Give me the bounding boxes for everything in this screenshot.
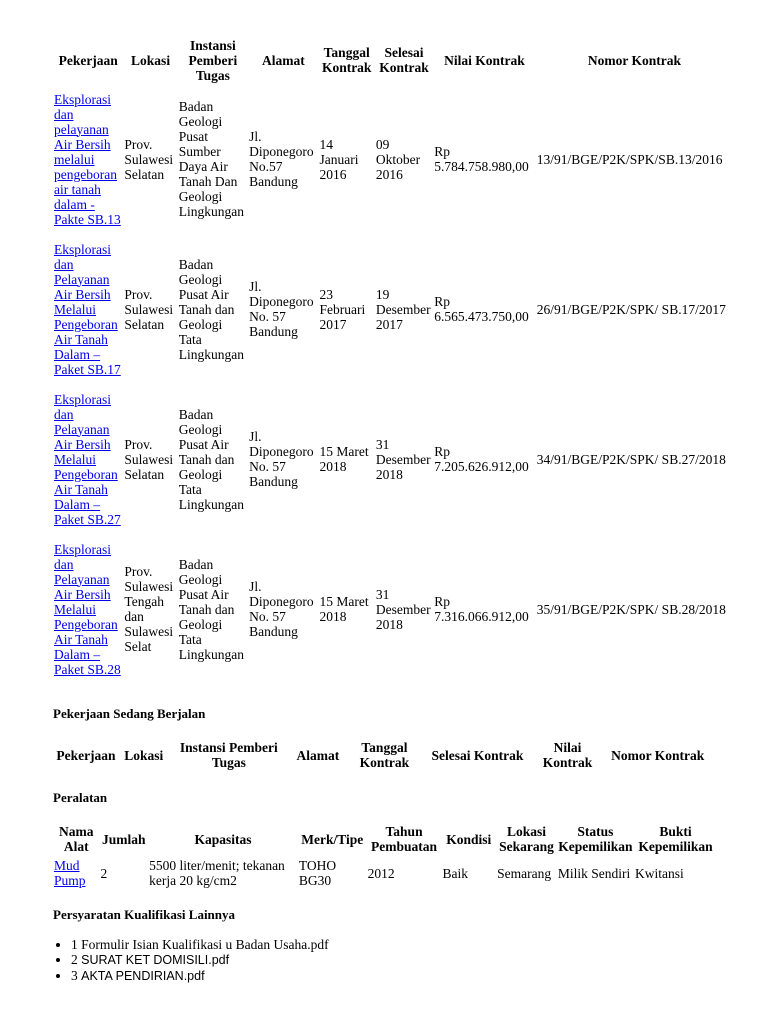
col-header: Pekerjaan [58, 52, 118, 68]
merk-cell: TOHO BG30 [298, 858, 337, 888]
nomor-cell: 34/91/BGE/P2K/SPK/ SB.27/2018 [536, 451, 726, 467]
tanggal-cell: 14 Januari 2016 [319, 136, 359, 182]
nilai-cell: Rp 7.316.066.912,00 [434, 594, 529, 624]
col-header: Lokasi [124, 747, 164, 763]
col-header: Status Kepemilikan [558, 824, 633, 854]
col-header: Jumlah [102, 831, 146, 847]
nilai-cell: Rp 6.565.473.750,00 [434, 294, 529, 324]
file-name[interactable]: AKTA PENDIRIAN.pdf [81, 969, 205, 983]
kapasitas-cell: 5500 liter/menit; tekanan kerja 20 kg/cm2 [149, 858, 285, 888]
col-header: Alamat [261, 52, 305, 68]
file-number: 3 [71, 968, 78, 983]
tanggal-cell: 23 Februari 2017 [319, 286, 366, 332]
list-item [71, 968, 329, 984]
tanggal-cell: 15 Maret 2018 [319, 444, 369, 474]
pekerjaan-link[interactable]: Eksplorasi dan pelayanan Air Bersih melalui pengeboran air tanah dalam - Pakte SB.13 [54, 91, 121, 227]
col-header: Kondisi [446, 831, 492, 847]
col-header: Nilai Kontrak [542, 740, 593, 770]
tahun-cell: 2012 [367, 865, 395, 881]
lokasi-cell: Prov. Sulawesi Selatan [124, 286, 174, 332]
equipment-table-header [53, 822, 717, 856]
instansi-cell: Badan Geologi Pusat Air Tanah dan Geologi Tata Lingkungan [178, 256, 244, 362]
col-header: Instansi Pemberi Tugas [188, 37, 238, 83]
pekerjaan-link[interactable]: Eksplorasi dan Pelayanan Air Bersih Melalui Pengeboran Air Tanah Dalam – Paket SB.27 [54, 391, 121, 527]
col-header: Instansi Pemberi Tugas [179, 740, 278, 770]
requirements-file-list [53, 937, 329, 984]
nomor-cell: 26/91/BGE/P2K/SPK/ SB.17/2017 [536, 301, 726, 317]
col-header: Selesai Kontrak [379, 45, 429, 75]
equipment-name-link[interactable]: Mud Pump [54, 858, 86, 888]
bukti-cell: Kwitansi [634, 865, 684, 881]
experience-table [53, 36, 733, 684]
ongoing-table-header [53, 738, 713, 772]
instansi-cell: Badan Geologi Pusat Air Tanah dan Geologi Tata Lingkungan [178, 406, 244, 512]
col-header: Tanggal Kontrak [359, 740, 410, 770]
selesai-cell: 19 Desember 2017 [375, 286, 431, 332]
equipment-section-title: Peralatan [53, 790, 108, 805]
lokasi-cell: Prov. Sulawesi Selatan [124, 136, 174, 182]
file-name[interactable]: Formulir Isian Kualifikasi u Badan Usaha.pdf [81, 937, 329, 952]
ongoing-table [53, 738, 713, 772]
col-header: Kapasitas [194, 831, 252, 847]
lokasi-cell: Semarang [497, 865, 552, 881]
nomor-cell: 13/91/BGE/P2K/SPK/SB.13/2016 [536, 151, 723, 167]
table-row [53, 84, 733, 234]
selesai-cell: 31 Desember 2018 [375, 586, 431, 632]
alamat-cell: Jl. Diponegoro No. 57 Bandung [249, 579, 314, 639]
status-cell: Milik Sendiri [557, 865, 631, 881]
col-header: Pekerjaan [56, 747, 116, 763]
pekerjaan-link[interactable]: Eksplorasi dan Pelayanan Air Bersih Melalui Pengeboran Air Tanah Dalam – Paket SB.28 [54, 541, 121, 677]
list-item [71, 952, 329, 968]
experience-table-header [53, 36, 733, 84]
nilai-cell: Rp 5.784.758.980,00 [434, 144, 529, 174]
alamat-cell: Jl. Diponegoro No.57 Bandung [249, 129, 314, 189]
table-row [53, 856, 717, 890]
requirements-section-title: Persyaratan Kualifikasi Lainnya [53, 907, 236, 922]
col-header: Alamat [296, 747, 340, 763]
tanggal-cell: 15 Maret 2018 [319, 594, 369, 624]
col-header: Tahun Pembuatan [371, 824, 438, 854]
file-name[interactable]: SURAT KET DOMISILI.pdf [81, 953, 230, 967]
table-row [53, 534, 733, 684]
jumlah-cell: 2 [100, 865, 108, 881]
table-row [53, 384, 733, 534]
col-header: Nama Alat [59, 824, 94, 854]
table-row [53, 234, 733, 384]
alamat-cell: Jl. Diponegoro No. 57 Bandung [249, 279, 314, 339]
instansi-cell: Badan Geologi Pusat Sumber Daya Air Tanah Dan Geologi Lingkungan [178, 99, 244, 219]
col-header: Lokasi [131, 52, 171, 68]
pekerjaan-link[interactable]: Eksplorasi dan Pelayanan Air Bersih Melalui Pengeboran Air Tanah Dalam – Paket SB.17 [54, 241, 121, 377]
list-item [71, 937, 329, 952]
selesai-cell: 09 Oktober 2016 [375, 136, 421, 182]
lokasi-cell: Prov. Sulawesi Selatan [124, 436, 174, 482]
file-number: 1 [71, 937, 78, 952]
kondisi-cell: Baik [442, 865, 468, 881]
col-header: Bukti Kepemilikan [638, 824, 713, 854]
col-header: Nomor Kontrak [587, 52, 681, 68]
instansi-cell: Badan Geologi Pusat Air Tanah dan Geologi Tata Lingkungan [178, 556, 244, 662]
col-header: Merk/Tipe [301, 831, 364, 847]
equipment-table [53, 822, 717, 890]
col-header: Tanggal Kontrak [321, 45, 372, 75]
selesai-cell: 31 Desember 2018 [375, 436, 431, 482]
col-header: Lokasi Sekarang [499, 824, 554, 854]
lokasi-cell: Prov. Sulawesi Tengah dan Sulawesi Selat [124, 564, 174, 654]
nomor-cell: 35/91/BGE/P2K/SPK/ SB.28/2018 [536, 601, 726, 617]
ongoing-section-title: Pekerjaan Sedang Berjalan [53, 706, 206, 721]
col-header: Selesai Kontrak [431, 747, 524, 763]
col-header: Nomor Kontrak [611, 747, 705, 763]
file-number: 2 [71, 952, 78, 967]
alamat-cell: Jl. Diponegoro No. 57 Bandung [249, 429, 314, 489]
nilai-cell: Rp 7.205.626.912,00 [434, 444, 529, 474]
col-header: Nilai Kontrak [444, 52, 525, 68]
